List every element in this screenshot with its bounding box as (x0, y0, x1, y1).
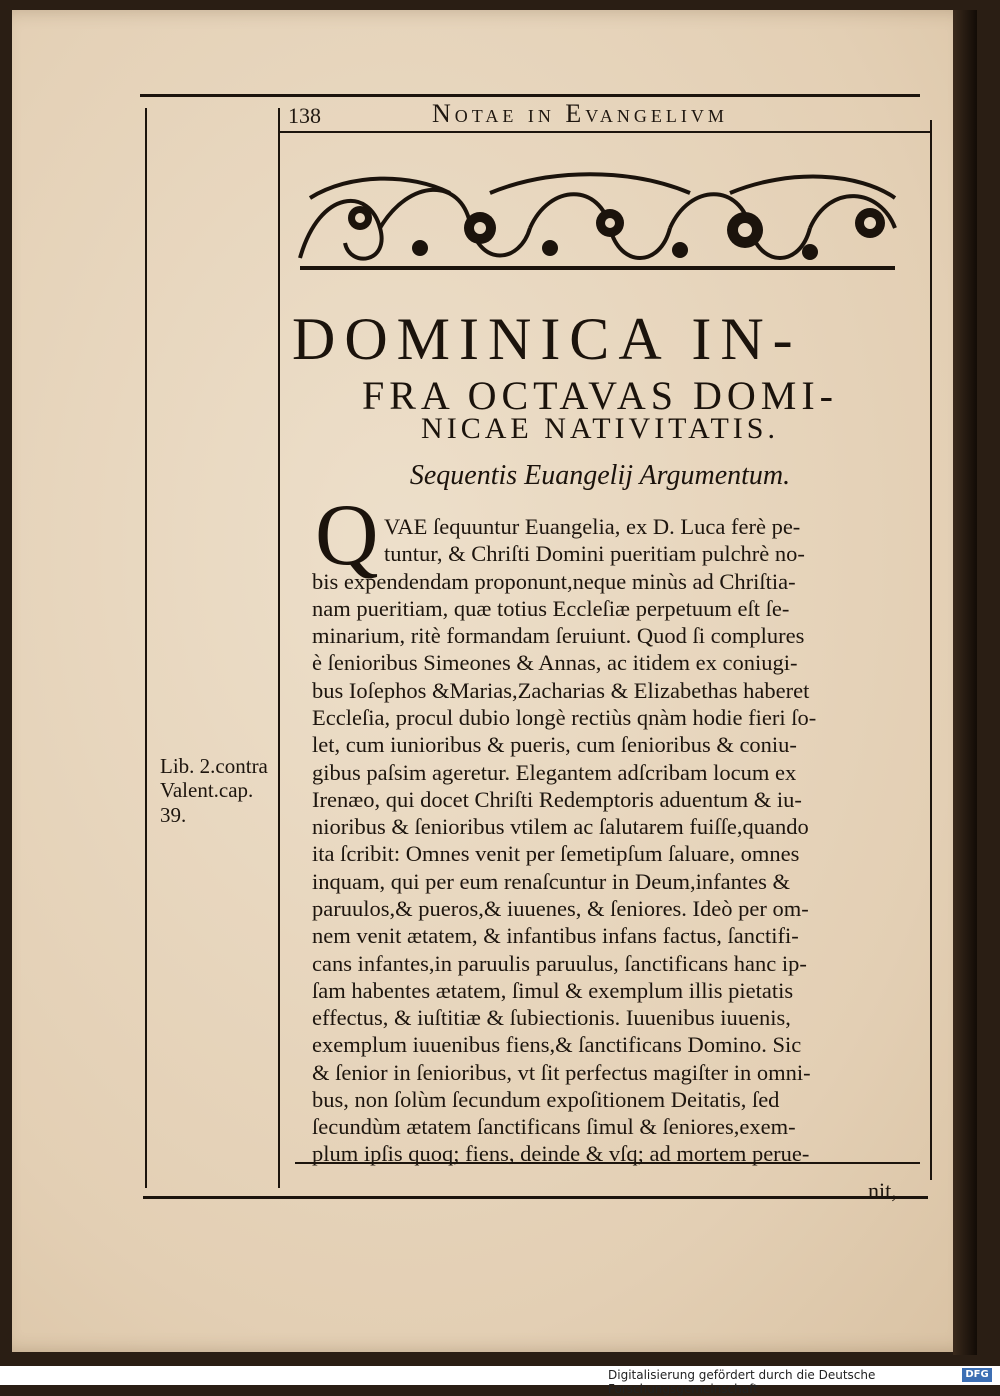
body-line: nem venit ætatem, & infantibus infans factus, ſanctifi- (312, 923, 799, 948)
margin-note-line: Lib. 2.contra (160, 754, 268, 778)
margin-note-line: Valent.cap. (160, 778, 254, 802)
body-line: let, cum iunioribus & pueris, cum ſenioribus & coniu- (312, 732, 797, 757)
top-rule (140, 94, 920, 97)
bottom-rule (143, 1196, 928, 1199)
page-number: 138 (288, 103, 321, 128)
body-line: bus, non ſolùm ſecundum expoſitionem Deitatis, ſed (312, 1087, 780, 1112)
body-line: exemplum iuuenibus fiens,& ſanctificans Domino. Sic (312, 1032, 802, 1057)
margin-note-line: 39. (160, 803, 187, 827)
body-line: plum ipſis quoq; fiens, deinde & vſq; ad mortem perue- (312, 1141, 810, 1166)
body-line: ita ſcribit: Omnes venit per ſemetipſum ſaluare, omnes (312, 841, 800, 866)
text-left-rule (278, 108, 280, 1188)
footer-credit: Digitalisierung gefördert durch die Deutsche Forschungsgemeinschaft · (608, 1368, 876, 1396)
body-line: gibus paſsim ageretur. Elegantem adſcribam locum ex (312, 760, 797, 785)
body-line: inquam, qui per eum renaſcuntur in Deum,infantes & (312, 869, 790, 894)
subtitle: Sequentis Euangelij Argumentum. (409, 460, 791, 491)
body-line: effectus, & iuſtitiæ & ſubiectionis. Iuuenibus iuuenis, (312, 1005, 791, 1030)
body-line: paruulos,& pueros,& iuuenes, & ſeniores. Ideò per om- (312, 896, 809, 921)
heading-line-2: FRA OCTAVAS DOMI- (362, 373, 838, 418)
running-title: Notae in Evangelivm (432, 99, 728, 128)
body-line: cans infantes,in paruulis paruulus, ſanctificans hanc ip- (312, 951, 807, 976)
body-line: nam pueritiam, quæ totius Eccleſiæ perpetuum eſt ſe- (312, 596, 790, 621)
body-line: bus Ioſephos &Marias,Zacharias & Elizabethas haberet (312, 678, 810, 703)
heading-line-1: DOMINICA IN- (292, 306, 802, 372)
body-line: ſam habentes ætatem, ſimul & exemplum illis pietatis (312, 978, 794, 1003)
body-line: Irenæo, qui docet Chriſti Redemptoris aduentum & iu- (312, 787, 802, 812)
dfg-logo: DFG (962, 1368, 992, 1382)
body-line: è ſenioribus Simeones & Annas, ac itidem ex coniugi- (312, 650, 798, 675)
body-line: tuntur, & Chriſti Domini pueritiam pulchrè no- (384, 541, 805, 566)
body-line: VAE ſequuntur Euangelia, ex D. Luca ferè pe- (384, 514, 801, 539)
right-vertical-rule (930, 120, 932, 1180)
drop-cap: Q (315, 487, 379, 584)
floral-headpiece-ornament (290, 168, 905, 280)
body-line: minarium, ritè formandam ſeruiunt. Quod ſi complures (312, 623, 805, 648)
body-line: bis expendendam proponunt,neque minùs ad Chriſtia- (312, 569, 796, 594)
header-rule-right (280, 131, 930, 133)
body-line: & ſenior in ſenioribus, vt ſit perfectus magiſter in omni- (312, 1060, 811, 1085)
heading-line-3: NICAE NATIVITATIS. (421, 412, 779, 445)
body-line: nioribus & ſenioribus vtilem ac ſalutarem fuiſſe,quando (312, 814, 809, 839)
binding-edge (953, 10, 977, 1355)
left-vertical-rule (145, 108, 147, 1188)
body-line: Eccleſia, procul dubio longè rectiùs qnàm hodie fieri ſo- (312, 705, 817, 730)
catchword: nit, (868, 1178, 897, 1203)
body-line: ſecundùm ætatem ſanctificans ſimul & ſeniores,exem- (312, 1114, 796, 1139)
